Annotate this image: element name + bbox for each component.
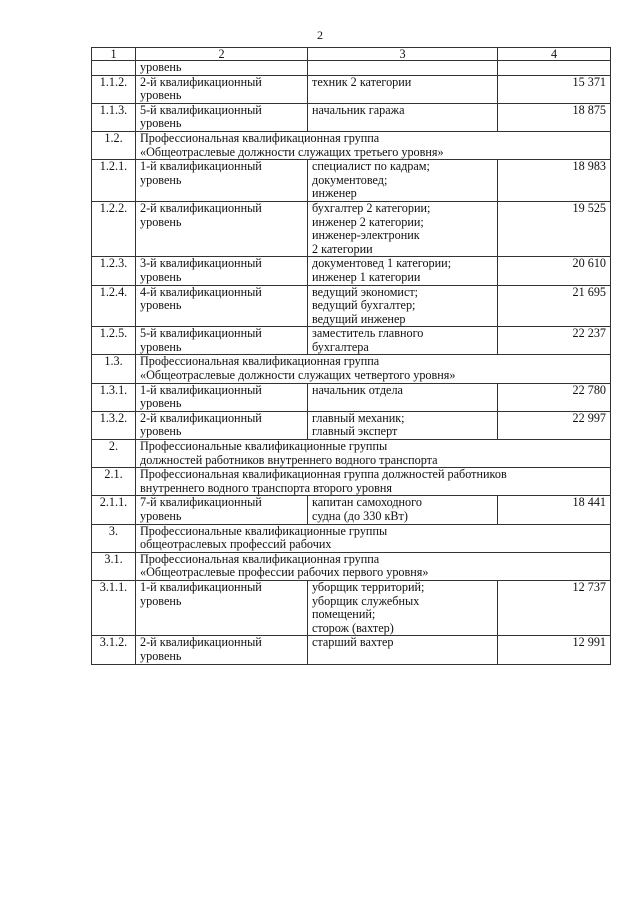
salary-value: 22 780 [498,383,611,411]
qualification-level-line: уровень [140,88,182,103]
position-line: ведущий инженер [312,311,406,326]
qualification-level-line: 2-й квалификационный [140,200,262,215]
positions [308,160,498,202]
qualification-level-line: уровень [140,509,182,523]
positions [308,327,498,355]
qualification-level-line: 3-й квалификационный [140,256,262,271]
group-row [92,552,611,580]
row-number: 1.1.2. [92,75,136,103]
positions [308,496,498,524]
position-line: инженер [312,186,357,201]
row-number: 1.2. [92,131,136,159]
table-header-row [92,48,611,61]
column-header-4: 4 [498,48,611,61]
qualification-level-line: уровень [140,116,182,131]
salary-value: 19 525 [498,201,611,256]
position-line: специалист по кадрам; [312,159,430,174]
group-title [136,131,611,159]
table-row [92,636,611,664]
qualification-level-line: 5-й квалификационный [140,326,262,341]
group-row [92,355,611,383]
group-row [92,468,611,496]
positions [308,75,498,103]
qualification-level-line: 4-й квалификационный [140,284,262,299]
qualification-level-line: уровень [140,172,182,187]
qualification-level [136,75,308,103]
positions [308,285,498,327]
salary-value: 22 997 [498,411,611,439]
position-line: сторож (вахтер) [312,620,394,635]
row-number: 1.2.2. [92,201,136,256]
qualification-level-line: 1-й квалификационный [140,382,262,397]
group-title [136,524,611,552]
qualification-level [136,160,308,202]
table-row [92,160,611,202]
row-number: 3.1.1. [92,580,136,635]
positions [308,103,498,131]
row-number: 1.1.3. [92,103,136,131]
table-row [92,496,611,524]
table-row [92,201,611,256]
position-line: 2 категории [312,241,373,256]
row-number: 3.1.2. [92,636,136,664]
group-row [92,440,611,468]
qualification-level-line: уровень [140,339,182,354]
table-body [92,61,611,665]
group-title [136,468,611,496]
row-number: 3.1. [92,552,136,580]
positions [308,411,498,439]
salary-value: 15 371 [498,75,611,103]
qualification-level [136,201,308,256]
qualification-level [136,61,308,76]
group-row [92,524,611,552]
qualification-level [136,327,308,355]
qualification-level [136,257,308,285]
group-title-line: общеотраслевых профессий рабочих [140,537,332,552]
position-line: документовед; [312,172,388,187]
page-number: 2 [317,28,323,42]
group-title-line: Профессиональная квалификационная группа [140,354,380,369]
column-header-1: 1 [92,48,136,61]
positions [308,201,498,256]
group-title-line: внутреннего водного транспорта второго уровня [140,480,392,495]
positions [308,580,498,635]
salary-value: 20 610 [498,257,611,285]
position-line: заместитель главного [312,326,424,341]
position-line: бухгалтер 2 категории; [312,200,431,215]
qualification-level-line: уровень [140,648,182,663]
salary-value: 12 991 [498,636,611,664]
table-row [92,327,611,355]
position-line: старший вахтер [312,635,394,650]
positions [308,636,498,664]
position-line: бухгалтера [312,339,369,354]
qualification-level-line: уровень [140,298,182,313]
group-title [136,440,611,468]
salary-value: 12 737 [498,580,611,635]
row-number: 1.3.2. [92,411,136,439]
qualification-level-line: 7-й квалификационный [140,495,262,510]
position-line: ведущий экономист; [312,284,419,299]
position-line: уборщик служебных [312,593,420,608]
salary-value: 18 441 [498,496,611,524]
qualification-level-line: уровень [140,214,182,229]
position-line: ведущий бухгалтер; [312,298,416,313]
salary-table [91,47,611,665]
row-number: 2.1.1. [92,496,136,524]
row-number: 1.3.1. [92,383,136,411]
row-number: 1.2.1. [92,160,136,202]
row-number: 1.2.4. [92,285,136,327]
qualification-level [136,383,308,411]
group-title-line: Профессиональные квалификационные группы [140,523,388,538]
qualification-level-line: уровень [140,396,182,411]
qualification-level-line: уровень [140,60,182,74]
qualification-level-line: 2-й квалификационный [140,410,262,425]
group-title-line: Профессиональная квалификационная группа должностей работников [140,467,507,482]
position-line: помещений; [312,607,376,622]
row-number: 3. [92,524,136,552]
group-title [136,355,611,383]
group-title [136,552,611,580]
qualification-level-line: уровень [140,593,182,608]
position-line: начальник отдела [312,382,403,397]
qualification-level [136,580,308,635]
table-row [92,580,611,635]
position-line: инженер 2 категории; [312,214,424,229]
row-number: 2. [92,440,136,468]
qualification-level-line: уровень [140,269,182,284]
table-row [92,75,611,103]
table-row [92,61,611,76]
qualification-level [136,636,308,664]
group-title-line: Профессиональная квалификационная группа [140,551,380,566]
position-line: судна (до 330 кВт) [312,509,408,523]
group-row [92,131,611,159]
qualification-level [136,285,308,327]
position-line: инженер-электроник [312,228,420,243]
salary-value: 18 875 [498,103,611,131]
position-line: главный эксперт [312,424,398,439]
qualification-level [136,411,308,439]
group-title-line: «Общеотраслевые должности служащих четвертого уровня» [140,368,456,383]
group-title-line: «Общеотраслевые профессии рабочих первого уровня» [140,565,429,580]
group-title-line: «Общеотраслевые должности служащих третьего уровня» [140,144,444,159]
qualification-level-line: 1-й квалификационный [140,159,262,174]
salary-value: 18 983 [498,160,611,202]
salary-value: 21 695 [498,285,611,327]
position-line: техник 2 категории [312,74,412,89]
column-header-3: 3 [308,48,498,61]
qualification-level-line: 1-й квалификационный [140,579,262,594]
table-row [92,411,611,439]
qualification-level-line: 2-й квалификационный [140,635,262,650]
qualification-level-line: 5-й квалификационный [140,102,262,117]
column-header-2: 2 [136,48,308,61]
table-row [92,383,611,411]
row-number: 2.1. [92,468,136,496]
row-number: 1.2.3. [92,257,136,285]
qualification-level-line: 2-й квалификационный [140,74,262,89]
position-line: уборщик территорий; [312,579,425,594]
position-line: начальник гаража [312,102,405,117]
row-number [92,61,136,76]
positions [308,61,498,76]
position-line: инженер 1 категории [312,269,421,284]
row-number: 1.2.5. [92,327,136,355]
group-title-line: Профессиональные квалификационные группы [140,439,388,454]
qualification-level-line: уровень [140,424,182,439]
group-title-line: Профессиональная квалификационная группа [140,130,380,145]
table-row [92,257,611,285]
position-line: главный механик; [312,410,405,425]
salary-value [498,61,611,76]
group-title-line: должностей работников внутреннего водного транспорта [140,452,438,467]
salary-value: 22 237 [498,327,611,355]
positions [308,383,498,411]
positions [308,257,498,285]
table-row [92,103,611,131]
qualification-level [136,496,308,524]
qualification-level [136,103,308,131]
position-line: капитан самоходного [312,495,422,510]
table-row [92,285,611,327]
position-line: документовед 1 категории; [312,256,452,271]
row-number: 1.3. [92,355,136,383]
